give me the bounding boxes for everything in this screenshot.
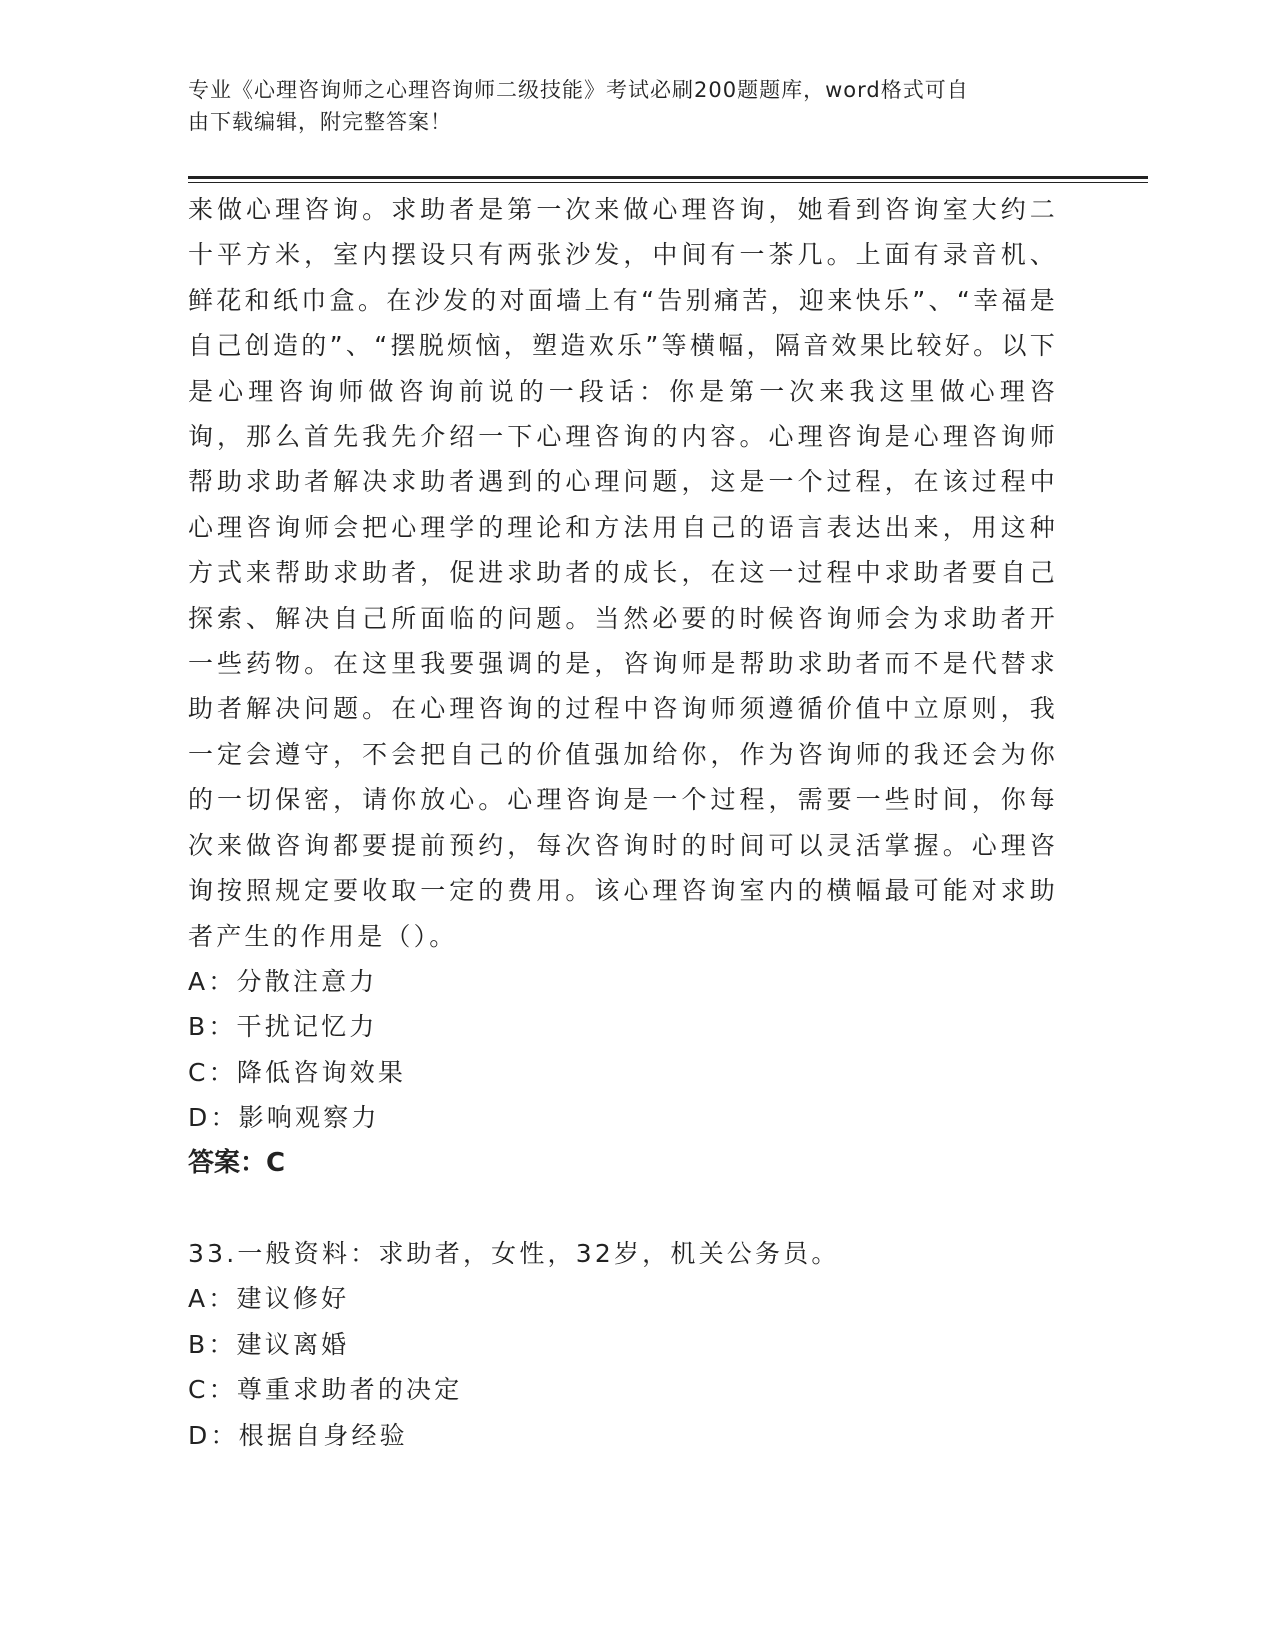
header-rule-thin: [188, 182, 1148, 183]
question-33-option-b: B：建议离婚: [188, 1329, 350, 1359]
page-header: [188, 74, 1068, 138]
header-rule-thick: [188, 176, 1148, 179]
header-line-1: 专业《心理咨询师之心理咨询师二级技能》考试必刷200题题库，word格式可自: [188, 78, 969, 102]
question-32-stem: 来做心理咨询。求助者是第一次来做心理咨询，她看到咨询室大约二十平方米，室内摆设只有两张沙发，中间有一茶几。上面有录音机、鲜花和纸巾盒。在沙发的对面墙上有“告别痛苦，迎来快乐”、“幸福是自己创造的”、“摆脱烦恼，塑造欢乐”等横幅，隔音效果比较好。以下是心理咨询师做咨询前说的一段话：你是第一次来我这里做心理咨询，那么首先我先介绍一下心理咨询的内容。心理咨询是心理咨询师帮助求助者解决求助者遇到的心理问题，这是一个过程，在该过程中心理咨询师会把心理学的理论和方法用自己的语言表达出来，用这种方式来帮助求助者，促进求助者的成长，在这一过程中求助者要自己探索、解决自己所面临的问题。当然必要的时候咨询师会为求助者开一些药物。在这里我要强调的是，咨询师是帮助求助者而不是代替求助者解决问题。在心理咨询的过程中咨询师须遵循价值中立原则，我一定会遵守，不会把自己的价值强加给你，作为咨询师的我还会为你的一切保密，请你放心。心理咨询是一个过程，需要一些时间，你每次来做咨询都要提前预约，每次咨询时的时间可以灵活掌握。心理咨询按照规定要收取一定的费用。该心理咨询室内的横幅最可能对求助者产生的作用是（）。: [188, 195, 1058, 951]
question-32-option-c: C：降低咨询效果: [188, 1057, 407, 1087]
header-line-2: 由下载编辑，附完整答案！: [188, 110, 452, 134]
question-32-option-b: B：干扰记忆力: [188, 1012, 378, 1042]
question-33-stem: 33.一般资料：求助者，女性，32岁，机关公务员。: [188, 1238, 840, 1268]
question-32-answer: 答案：C: [188, 1147, 286, 1178]
question-32-option-d: D：影响观察力: [188, 1103, 380, 1133]
question-32-option-a: A：分散注意力: [188, 966, 378, 996]
question-spacer: [188, 1186, 1058, 1231]
question-33-option-a: A：建议修好: [188, 1284, 350, 1314]
question-33-option-c: C：尊重求助者的决定: [188, 1375, 463, 1405]
question-33-option-d: D：根据自身经验: [188, 1420, 408, 1450]
document-body: [188, 187, 1058, 1458]
